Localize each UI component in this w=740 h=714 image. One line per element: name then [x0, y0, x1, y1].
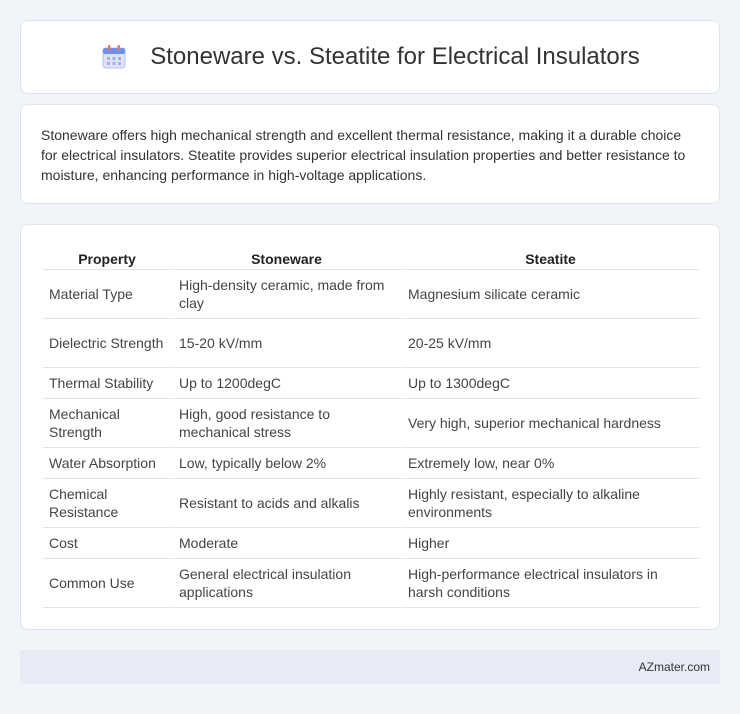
property-cell: Mechanical Strength: [43, 399, 171, 448]
stoneware-cell: Moderate: [171, 528, 400, 559]
footer: [20, 650, 720, 684]
title-card: [20, 20, 720, 94]
steatite-cell: Magnesium silicate ceramic: [400, 270, 699, 319]
summary-card: [20, 104, 720, 204]
steatite-cell: 20-25 kV/mm: [400, 319, 699, 368]
property-cell: Chemical Resistance: [43, 479, 171, 528]
table-row: [43, 319, 699, 368]
stoneware-cell: 15-20 kV/mm: [171, 319, 400, 368]
stoneware-cell: High-density ceramic, made from clay: [171, 270, 400, 319]
steatite-cell: Higher: [400, 528, 699, 559]
table-row: [43, 559, 699, 608]
summary-text: Stoneware offers high mechanical strength and excellent thermal resistance, making it a durable choice for electrical insulators. Steatite provides superior electrical insulation properties and better resistance to moisture, enhancing performance in high-voltage applications.: [41, 127, 686, 183]
page-title: Stoneware vs. Steatite for Electrical Insulators: [150, 43, 640, 70]
stoneware-cell: High, good resistance to mechanical stress: [171, 399, 400, 448]
property-cell: Cost: [43, 528, 171, 559]
comparison-card: [20, 224, 720, 630]
comparison-table: [43, 245, 699, 608]
table-header-row: [43, 245, 699, 270]
header-stoneware: Stoneware: [171, 245, 400, 270]
stoneware-cell: Low, typically below 2%: [171, 448, 400, 479]
table-row: [43, 399, 699, 448]
table-row: [43, 448, 699, 479]
steatite-cell: Up to 1300degC: [400, 368, 699, 399]
steatite-cell: Highly resistant, especially to alkaline environments: [400, 479, 699, 528]
stoneware-cell: Resistant to acids and alkalis: [171, 479, 400, 528]
property-cell: Water Absorption: [43, 448, 171, 479]
property-cell: Thermal Stability: [43, 368, 171, 399]
steatite-cell: High-performance electrical insulators in harsh conditions: [400, 559, 699, 608]
stoneware-cell: General electrical insulation applications: [171, 559, 400, 608]
property-cell: Dielectric Strength: [43, 319, 171, 368]
table-row: [43, 368, 699, 399]
table-row: [43, 479, 699, 528]
footer-brand: AZmater.com: [638, 660, 710, 674]
table-row: [43, 528, 699, 559]
steatite-cell: Extremely low, near 0%: [400, 448, 699, 479]
property-cell: Material Type: [43, 270, 171, 319]
calendar-icon: [100, 43, 128, 71]
steatite-cell: Very high, superior mechanical hardness: [400, 399, 699, 448]
property-cell: Common Use: [43, 559, 171, 608]
stoneware-cell: Up to 1200degC: [171, 368, 400, 399]
table-row: [43, 270, 699, 319]
header-property: Property: [43, 245, 171, 270]
header-steatite: Steatite: [400, 245, 699, 270]
